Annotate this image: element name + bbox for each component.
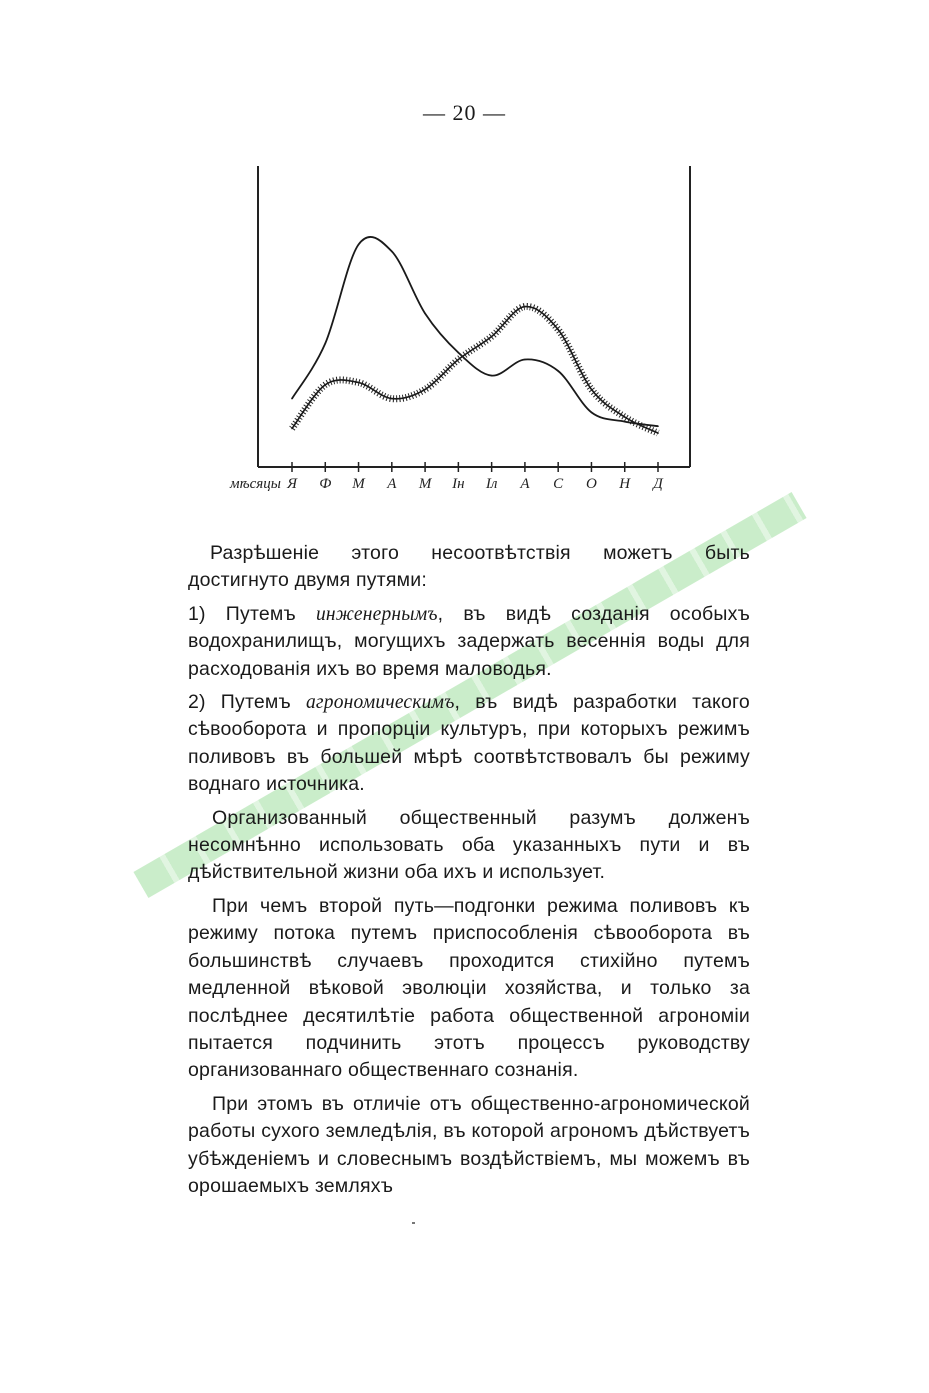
series-1-point-6 (458, 352, 460, 354)
paragraph-2 (188, 601, 750, 683)
series-1-point-3 (358, 244, 360, 246)
series-2-point-4 (391, 398, 393, 400)
series-2-point-3 (358, 382, 360, 384)
series-2-point-12 (657, 432, 659, 434)
p2-rest: , въ видѣ созданія особыхъ водохранилищъ, могущихъ задержать весеннія воды для расходованія ихъ во время маловодья. (188, 602, 750, 680)
series-1-point-4 (391, 251, 393, 253)
p3-rest: , въ видѣ разработки такого сѣвооборота и пропорціи культуръ, при которыхъ режимъ поливовъ въ большей мѣрѣ соотвѣтствовалъ бы режиму воднаго источника. (188, 691, 750, 796)
series-1-point-8 (524, 359, 526, 361)
x-tick-label-11: Н (619, 476, 631, 492)
x-tick-label-1: Я (287, 476, 297, 492)
x-tick-label-8: А (520, 476, 530, 492)
series-1-point-2 (324, 343, 326, 345)
paragraph-5: При чемъ второй путь—подгонки режима поливовъ къ режиму потока путемъ приспособленія сѣвооборота въ большинствѣ случаевъ проходится стихійно путемъ медленной вѣковой эволюціи хозяйства, и только за послѣднее десятилѣтіе работа общественной агрономіи пытается подчинить этотъ процессъ руководству организованнаго общественнаго сознанія. (188, 894, 750, 1082)
x-tick-label-4: А (387, 476, 397, 492)
x-tick-label-5: М (418, 476, 432, 492)
series-2-point-8 (524, 306, 526, 308)
paragraph-3 (188, 689, 750, 799)
series-2-point-11 (624, 416, 626, 418)
x-tick-label-3: М (352, 476, 365, 492)
series-2-point-2 (324, 384, 326, 386)
series-1-point-10 (591, 412, 593, 414)
p2-lead: 1) Путемъ (188, 602, 296, 625)
x-tick-label-2: Ф (319, 476, 332, 492)
paragraph-6: При этомъ въ отличіе отъ общественно-агрономической работы сухого земледѣлія, въ которой агрономъ дѣйствуетъ убѣжденіемъ и словеснымъ воздѣйствіемъ, мы можемъ въ орошаемыхъ земляхъ (188, 1092, 750, 1197)
x-tick-label-9: С (553, 476, 564, 492)
series-2-point-7 (491, 336, 493, 338)
series-2-point-6 (458, 359, 460, 361)
x-tick-label-6: Ін (452, 476, 465, 492)
x-tick-label-7: Іл (485, 476, 498, 492)
x-tick-label-12: Д (653, 476, 663, 492)
series-1-point-1 (291, 398, 293, 400)
series-2-line (292, 307, 658, 434)
series-1-point-7 (491, 375, 493, 377)
paragraph-4: Организованный общественный разумъ долженъ несомнѣнно использовать оба указанныхъ пути и въ дѣйствительной жизни оба ихъ и использует. (188, 806, 750, 884)
p3-emphasis: агрономическимъ (305, 692, 455, 714)
series-1-line (292, 237, 658, 426)
body-text (188, 540, 750, 1206)
p2-emphasis: инженернымъ (315, 603, 438, 625)
series-2-point-5 (424, 389, 426, 391)
page-number: — 20 — (423, 100, 506, 125)
series-1-point-5 (424, 313, 426, 315)
series-1-point-9 (557, 370, 559, 372)
p3-lead: 2) Путемъ (188, 691, 291, 714)
series-2-point-10 (591, 389, 593, 391)
series-2-point-1 (291, 428, 293, 430)
seasonal-chart (0, 0, 929, 520)
paragraph-1: Разрѣшеніе этого несоотвѣтствія можетъ быть достигнуто двумя путями: (188, 542, 750, 592)
series-2-point-9 (557, 329, 559, 331)
series-1-point-12 (657, 425, 659, 427)
stray-mark (412, 1222, 415, 1224)
x-axis-prefix-label: мѣсяцы (230, 476, 281, 492)
series-2-hatching (292, 307, 658, 434)
x-tick-label-10: О (586, 476, 597, 492)
